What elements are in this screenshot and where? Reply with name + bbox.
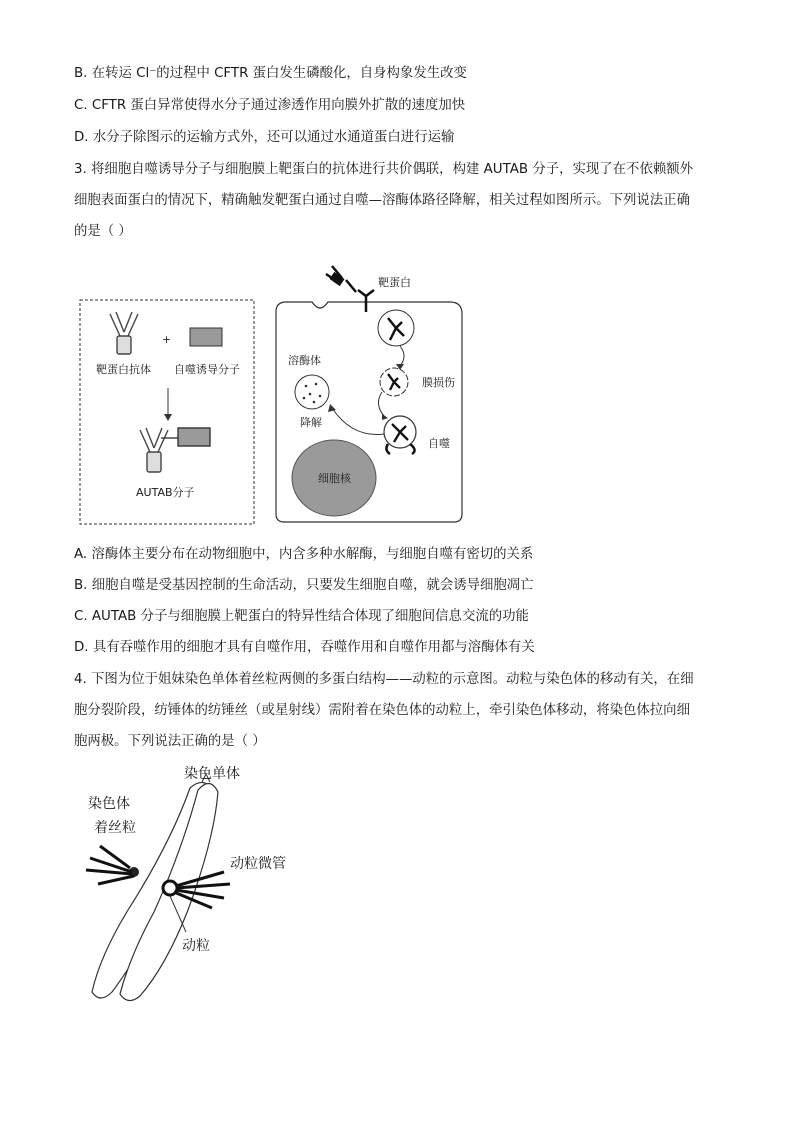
plus-sign: + [162, 333, 172, 346]
q4-stem-line1: 4. 下图为位于姐妹染色单体着丝粒两侧的多蛋白结构——动粒的示意图。动粒与染色体的移动有关，在细 [74, 672, 694, 687]
q3-stem-line1: 3. 将细胞自噬诱导分子与细胞膜上靶蛋白的抗体进行共价偶联，构建 AUTAB 分子，实现了在不依赖额外 [74, 162, 694, 177]
lysosome [295, 375, 329, 409]
q3-option-b: B. 细胞自噬是受基因控制的生命活动，只要发生细胞自噬，就会诱导细胞凋亡 [74, 578, 534, 593]
microtubule-left-icon [86, 846, 134, 884]
arrow-head-icon [382, 414, 388, 420]
q2-option-d: D. 水分子除图示的运输方式外，还可以通过水通道蛋白进行运输 [74, 130, 455, 145]
degrade-label: 降解 [300, 416, 322, 429]
antibody-label: 靶蛋白抗体 [96, 363, 151, 376]
q3-stem-line2: 细胞表面蛋白的情况下，精确触发靶蛋白通过自噬—溶酶体路径降解，相关过程如图所示。下列说法正确 [74, 193, 690, 208]
damage-label: 膜损伤 [422, 376, 455, 389]
arrow-head-icon [328, 404, 336, 412]
degrade-arrow [332, 408, 384, 434]
q4-figure [70, 760, 330, 1010]
inducer-label: 自噬诱导分子 [174, 363, 240, 376]
flow-arrow-2 [378, 392, 384, 416]
lysosome-label: 溶酶体 [288, 354, 321, 367]
q3-stem-line3: 的是（ ） [74, 224, 132, 239]
nucleus-label: 细胞核 [318, 472, 351, 485]
q4-stem-line2: 胞分裂阶段，纺锤体的纺锤丝（或星射线）需附着在染色体的动粒上，牵引染色体移动，将染色体拉向细 [74, 703, 690, 718]
target-protein-icon [326, 266, 374, 312]
target-label: 靶蛋白 [378, 276, 411, 289]
q3-figure [70, 252, 480, 532]
antibody-icon [110, 312, 138, 354]
q3-option-d: D. 具有吞噬作用的细胞才具有自噬作用，吞噬作用和自噬作用都与溶酶体有关 [74, 640, 535, 655]
q4-stem-line3: 胞两极。下列说法正确的是（ ） [74, 734, 266, 749]
microtubule-label: 动粒微管 [230, 856, 286, 872]
centromere-label: 着丝粒 [94, 820, 136, 836]
q3-option-c: C. AUTAB 分子与细胞膜上靶蛋白的特异性结合体现了细胞间信息交流的功能 [74, 609, 529, 624]
autab-icon [140, 428, 210, 472]
autab-label: AUTAB分子 [136, 486, 195, 499]
chromatid-label: 染色单体 [184, 766, 240, 782]
kinetochore-label: 动粒 [182, 938, 210, 954]
flow-arrow-1 [400, 346, 404, 366]
arrow-head-icon [164, 414, 172, 421]
chromosome-label: 染色体 [88, 796, 130, 812]
q2-option-c: C. CFTR 蛋白异常使得水分子通过渗透作用向膜外扩散的速度加快 [74, 98, 466, 113]
autophagy-label: 自噬 [428, 437, 450, 450]
inducer-icon [190, 328, 222, 346]
q3-option-a: A. 溶酶体主要分布在动物细胞中，内含多种水解酶，与细胞自噬有密切的关系 [74, 547, 534, 562]
q2-option-b: B. 在转运 Cl⁻的过程中 CFTR 蛋白发生磷酸化，自身构象发生改变 [74, 66, 467, 81]
